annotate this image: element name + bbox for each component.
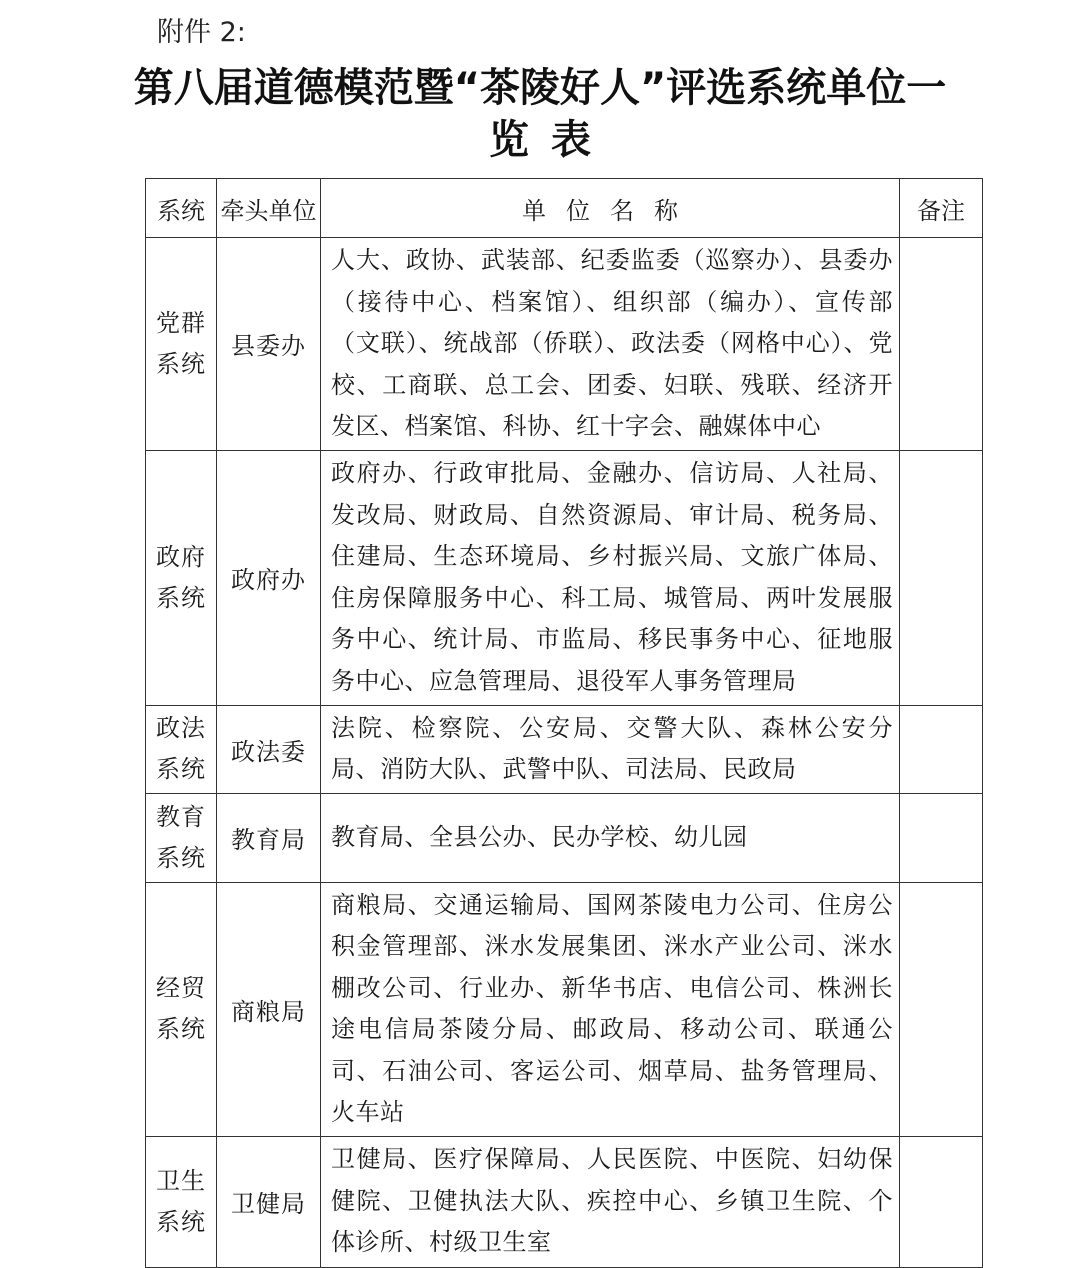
remarks-cell [900,793,983,882]
system-name-line: 系统 [156,1207,206,1236]
system-name-line: 卫生 [156,1166,206,1195]
lead-unit-cell: 教育局 [217,793,321,882]
system-cell [146,705,217,793]
attachment-label: 附件 2: [157,17,246,48]
system-name-line: 系统 [156,349,206,378]
lead-unit-cell: 卫健局 [217,1136,321,1267]
header-unit-names: 单位名称 [321,179,900,238]
header-remarks: 备注 [900,179,983,238]
system-cell [146,450,217,705]
table-row [146,1136,983,1267]
table-row [146,793,983,882]
system-name-line: 政府 [156,542,206,571]
unit-names-cell: 人大、政协、武装部、纪委监委（巡察办）、县委办（接待中心、档案馆）、组织部（编办）、宣传部（文联）、统战部（侨联）、政法委（网格中心）、党校、工商联、总工会、团委、妇联、残联、经济开发区、档案馆、科协、红十字会、融媒体中心 [321,238,900,451]
system-cell [146,882,217,1136]
system-name-line: 党群 [156,308,206,337]
system-name-line: 教育 [156,802,206,831]
table-row [146,238,983,451]
remarks-cell [900,705,983,793]
system-name-line: 经贸 [156,974,206,1002]
table-row [146,450,983,705]
title-line-1: 第八届道德模范暨“茶陵好人”评选系统单位一 [133,65,947,111]
lead-unit-cell: 政府办 [217,450,321,705]
title-line-2: 览表 [489,117,613,163]
lead-unit-cell: 政法委 [217,705,321,793]
table-row [146,705,983,793]
remarks-cell [900,450,983,705]
system-name-line: 政法 [156,714,206,742]
unit-list-table [145,178,983,1268]
system-cell [146,793,217,882]
table-row [146,882,983,1136]
remarks-cell [900,882,983,1136]
unit-names-cell: 法院、检察院、公安局、交警大队、森林公安分局、消防大队、武警中队、司法局、民政局 [321,705,900,793]
remarks-cell [900,238,983,451]
header-lead-unit: 牵头单位 [217,179,321,238]
system-cell [146,1136,217,1267]
remarks-cell [900,1136,983,1267]
system-cell [146,238,217,451]
unit-names-cell: 商粮局、交通运输局、国网茶陵电力公司、住房公积金管理部、洣水发展集团、洣水产业公司、洣水棚改公司、行业办、新华书店、电信公司、株洲长途电信局茶陵分局、邮政局、移动公司、联通公司、石油公司、客运公司、烟草局、盐务管理局、火车站 [321,882,900,1136]
lead-unit-cell: 县委办 [217,238,321,451]
unit-names-cell: 卫健局、医疗保障局、人民医院、中医院、妇幼保健院、卫健执法大队、疾控中心、乡镇卫生院、个体诊所、村级卫生室 [321,1136,900,1267]
header-system: 系统 [146,179,217,238]
table-header-row [146,179,983,238]
lead-unit-cell: 商粮局 [217,882,321,1136]
document-title [120,62,960,166]
system-name-line: 系统 [156,843,206,872]
unit-names-cell: 教育局、全县公办、民办学校、幼儿园 [321,793,900,882]
unit-names-cell: 政府办、行政审批局、金融办、信访局、人社局、发改局、财政局、自然资源局、审计局、税务局、住建局、生态环境局、乡村振兴局、文旅广体局、住房保障服务中心、科工局、城管局、两叶发展服务中心、统计局、市监局、移民事务中心、征地服务中心、应急管理局、退役军人事务管理局 [321,450,900,705]
system-name-line: 系统 [156,1015,206,1043]
system-name-line: 系统 [156,583,206,612]
system-name-line: 系统 [156,755,206,783]
